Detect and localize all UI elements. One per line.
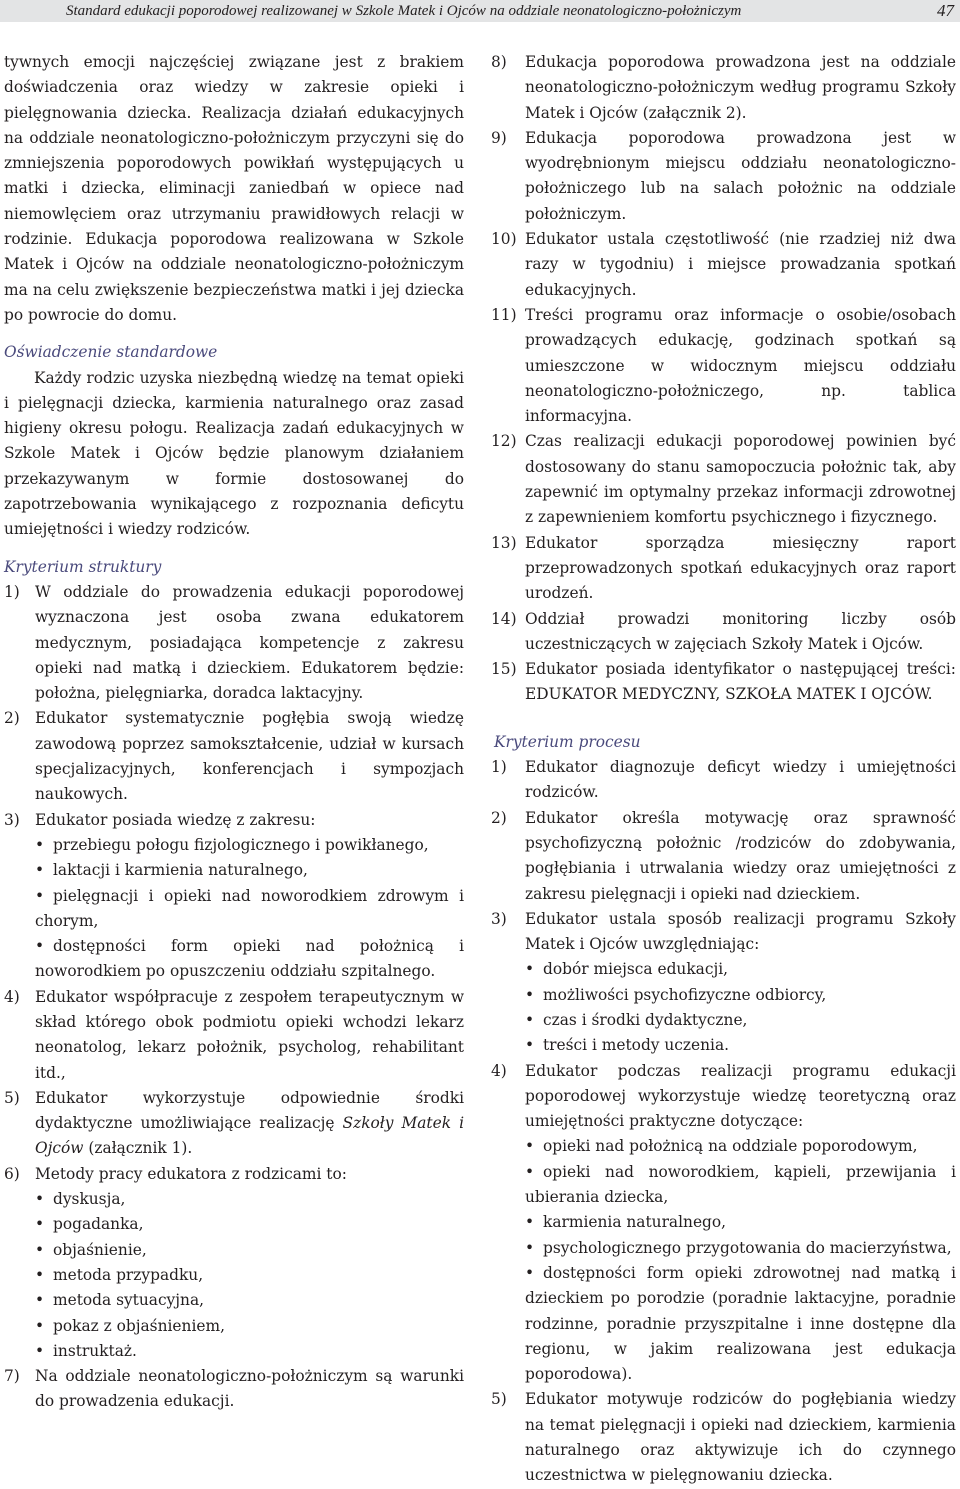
bullet-icon: • — [525, 985, 535, 1004]
bullet-item: • karmienia naturalnego, — [525, 1210, 956, 1235]
bullet-icon: • — [35, 1215, 45, 1234]
list-item: 15) Edukator posiada identyfikator o następującej treści: EDUKATOR MEDYCZNY, SZKOŁA MATEK I OJCÓW. — [491, 660, 956, 704]
bullet-icon: • — [525, 1263, 535, 1282]
list-item: 2) Edukator systematycznie pogłębia swoją wiedzę zawodową poprzez samokształcenie, udział w kursach specjalizacyjnych, konferencjach i sympozjach naukowych. — [4, 709, 464, 804]
list-item: 4) Edukator współpracuje z zespołem terapeutycznym w skład którego obok podmiotu opieki wchodzi lekarz neonatolog, lekarz położnik, psycholog, rehabilitant itd., — [4, 987, 464, 1082]
list-item: 4) Edukator podczas realizacji programu edukacji poporodowej wykorzystuje wiedzę teoretyczną oraz umiejętności praktyczne dotyczące: • opieki nad położnicą na oddziale poporodowym, • opieki nad noworodkiem, kąpieli, przewijania i ubierania dziecka, • karmienia naturalnego, • psychologicznego przygotowania do macierzyństwa, • dostępności form opieki zdrowotnej nad matką i dzieckiem po porodzie (poradnie laktacyjne, poradnie rodzinne, poradnie przyszpitalne i inne dostępne dla regionu, w jakim realizowana jest edukacja poporodowa). — [494, 1059, 956, 1388]
list-item: 10) Edukator ustala częstotliwość (nie rzadziej niż dwa razy w tygodniu) i miejsce prowadzania spotkań edukacyjnych. — [491, 230, 956, 299]
list-item: 9) Edukacja poporodowa prowadzona jest w wyodrębnionym miejscu oddziału neonatologiczno-położniczego lub na salach położnic na oddziale położniczym. — [491, 128, 956, 223]
bullet-icon: • — [525, 1238, 535, 1257]
list-item: 1) Edukator diagnozuje deficyt wiedzy i umiejętności rodziców. — [491, 758, 956, 802]
bullet-item: • psychologicznego przygotowania do macierzyństwa, — [525, 1236, 956, 1261]
bullet-icon: • — [35, 1341, 45, 1360]
list-item: 6) Metody pracy edukatora z rodzicami to: • dyskusja, • pogadanka, • objaśnienie, • metoda przypadku, • metoda sytuacyjna, • pokaz z objaśnieniem, • instruktaż. — [4, 1162, 464, 1364]
bullet-icon: • — [35, 1190, 45, 1209]
bullet-icon: • — [35, 886, 45, 905]
list-item: 2) Edukator określa motywację oraz sprawność psychofizyczną położnic /rodziców do zdobywania, pogłębiania i utrwalania wiedzy oraz umiejętności z zakresu pielęgnacji i opieki nad dzieckiem. — [491, 808, 956, 903]
bullet-item: • pielęgnacji i opieki nad noworodkiem zdrowym i chorym, — [35, 884, 464, 935]
bullet-item: • dostępności form opieki zdrowotnej nad matką i dzieckiem po porodzie (poradnie laktacyjne, poradnie rodzinne, poradnie przyszpitalne i inne dostępne dla regionu, w jakim realizowana jest edukacja poporodowa). — [525, 1261, 956, 1387]
bullet-item: • treści i metody uczenia. — [525, 1033, 956, 1058]
bullet-icon: • — [525, 1036, 535, 1055]
running-header — [0, 0, 960, 22]
bullet-item: • czas i środki dydaktyczne, — [525, 1008, 956, 1033]
bullet-icon: • — [35, 835, 45, 854]
bullet-item: • instruktaż. — [35, 1339, 464, 1364]
bullet-icon: • — [525, 960, 535, 979]
statement-heading: Oświadczenie standardowe — [4, 343, 218, 362]
bullet-item: • pogadanka, — [35, 1212, 464, 1237]
bullet-item: • metoda sytuacyjna, — [35, 1288, 464, 1313]
bullet-icon: • — [35, 1291, 45, 1310]
bullet-icon: • — [35, 1265, 45, 1284]
intro-paragraph: tywnych emocji najczęściej związane jest z brakiem doświadczenia oraz wiedzy w zakresie opieki i pielęgnowania dziecka. Realizacja działań edukacyjnych na oddziale neonatologiczno-położniczym przyczyni się do zmniejszenia poporodowych powikłań występujących u matki i dziecka, eliminacji zaniedbań w opiece nad niemowlęciem oraz utrzymaniu prawidłowych relacji w rodzinie. Edukacja poporodowa realizowana w Szkole Matek i Ojców na oddziale neonatologiczno-położniczym ma na celu zwiększenie bezpieczeństwa matki i jej dziecka po powrocie do domu. — [4, 53, 464, 324]
bullet-icon: • — [525, 1010, 535, 1029]
process-heading: Kryterium procesu — [494, 732, 641, 751]
bullet-item: • objaśnienie, — [35, 1238, 464, 1263]
list-item: 12) Czas realizacji edukacji poporodowej powinien być dostosowany do stanu samopoczucia położnic tak, aby zapewnić im optymalny przekaz informacji zdrowotnej z zapewnieniem komfortu psychicznego i fizycznego. — [491, 432, 956, 527]
bullet-icon: • — [35, 1316, 45, 1335]
bullet-icon: • — [35, 937, 45, 956]
structure-heading: Kryterium struktury — [4, 557, 162, 576]
list-item: 11) Treści programu oraz informacje o osobie/osobach prowadzących edukację, godzinach spotkań są umieszczone w widocznym miejscu oddziału neonatologiczno-położniczego, np. tablica informacyjna. — [491, 305, 956, 426]
bullet-item: • metoda przypadku, — [35, 1263, 464, 1288]
bullet-icon: • — [35, 1240, 45, 1259]
bullet-item: • dyskusja, — [35, 1187, 464, 1212]
bullet-item: • opieki nad położnicą na oddziale poporodowym, — [525, 1134, 956, 1159]
bullet-item: • pokaz z objaśnieniem, — [35, 1314, 464, 1339]
bullet-icon: • — [525, 1137, 535, 1156]
list-item: 5) Edukator motywuje rodziców do pogłębiania wiedzy na temat pielęgnacji i opieki nad dzieckiem, karmienia naturalnego oraz aktywizuje ich do czynnego uczestnictwa w pielęgnowaniu dziecka. — [491, 1390, 956, 1485]
bullet-item: • dobór miejsca edukacji, — [525, 957, 956, 982]
running-title: Standard edukacji poporodowej realizowanej w Szkole Matek i Ojców na oddziale neonatologiczno-położniczym — [66, 3, 742, 19]
list-item: 14) Oddział prowadzi monitoring liczby osób uczestniczących w zajęciach Szkoły Matek i Ojców. — [491, 609, 956, 653]
list-item: 8) Edukacja poporodowa prowadzona jest na oddziale neonatologiczno-położniczym według programu Szkoły Matek i Ojców (załącznik 2). — [491, 53, 956, 122]
bullet-item: • opieki nad noworodkiem, kąpieli, przewijania i ubierania dziecka, — [525, 1160, 956, 1211]
page-number: 47 — [937, 1, 954, 20]
statement-paragraph: Każdy rodzic uzyska niezbędną wiedzę na temat opieki i pielęgnacji dziecka, karmienia naturalnego oraz zasad higieny okresu połogu. Realizacja zadań edukacyjnych w Szkole Matek i Ojców będzie planowym działaniem przekazywanym w formie dostosowanej do zapotrzebowania wynikającego z rozpoznania deficytu umiejętności i wiedzy rodziców. — [4, 368, 464, 539]
list-item: 5) Edukator wykorzystuje odpowiednie środki dydaktyczne umożliwiające realizację Szkoły Matek i Ojców (załącznik 1). — [4, 1088, 464, 1158]
list-item: 3) Edukator posiada wiedzę z zakresu: • przebiegu połogu fizjologicznego i powikłanego, • laktacji i karmienia naturalnego, • pielęgnacji i opieki nad noworodkiem zdrowym i chorym, • dostępności form opieki nad położnicą i noworodkiem po opuszczeniu oddziału szpitalnego. — [4, 808, 464, 985]
list-item: 7) Na oddziale neonatologiczno-położniczym są warunki do prowadzenia edukacji. — [4, 1367, 464, 1411]
bullet-icon: • — [525, 1213, 535, 1232]
right-column — [491, 50, 956, 1489]
left-column — [4, 50, 464, 1415]
bullet-item: • przebiegu połogu fizjologicznego i powikłanego, — [35, 833, 464, 858]
bullet-item: • laktacji i karmienia naturalnego, — [35, 858, 464, 883]
bullet-icon: • — [525, 1162, 535, 1181]
list-item: 3) Edukator ustala sposób realizacji programu Szkoły Matek i Ojców uwzględniając: • dobór miejsca edukacji, • możliwości psychofizyczne odbiorcy, • czas i środki dydaktyczne, • treści i metody uczenia. — [494, 907, 956, 1059]
bullet-item: • dostępności form opieki nad położnicą i noworodkiem po opuszczeniu oddziału szpitalnego. — [35, 934, 464, 985]
bullet-icon: • — [35, 861, 45, 880]
bullet-item: • możliwości psychofizyczne odbiorcy, — [525, 983, 956, 1008]
list-item: 13) Edukator sporządza miesięczny raport przeprowadzonych spotkań edukacyjnych oraz raport urodzeń. — [491, 533, 956, 603]
list-item: 1) W oddziale do prowadzenia edukacji poporodowej wyznaczona jest osoba zwana edukatorem medycznym, posiadająca kompetencje z zakresu opieki nad matką i dzieckiem. Edukatorem będzie: położna, pielęgniarka, doradca laktacyjny. — [4, 582, 464, 703]
